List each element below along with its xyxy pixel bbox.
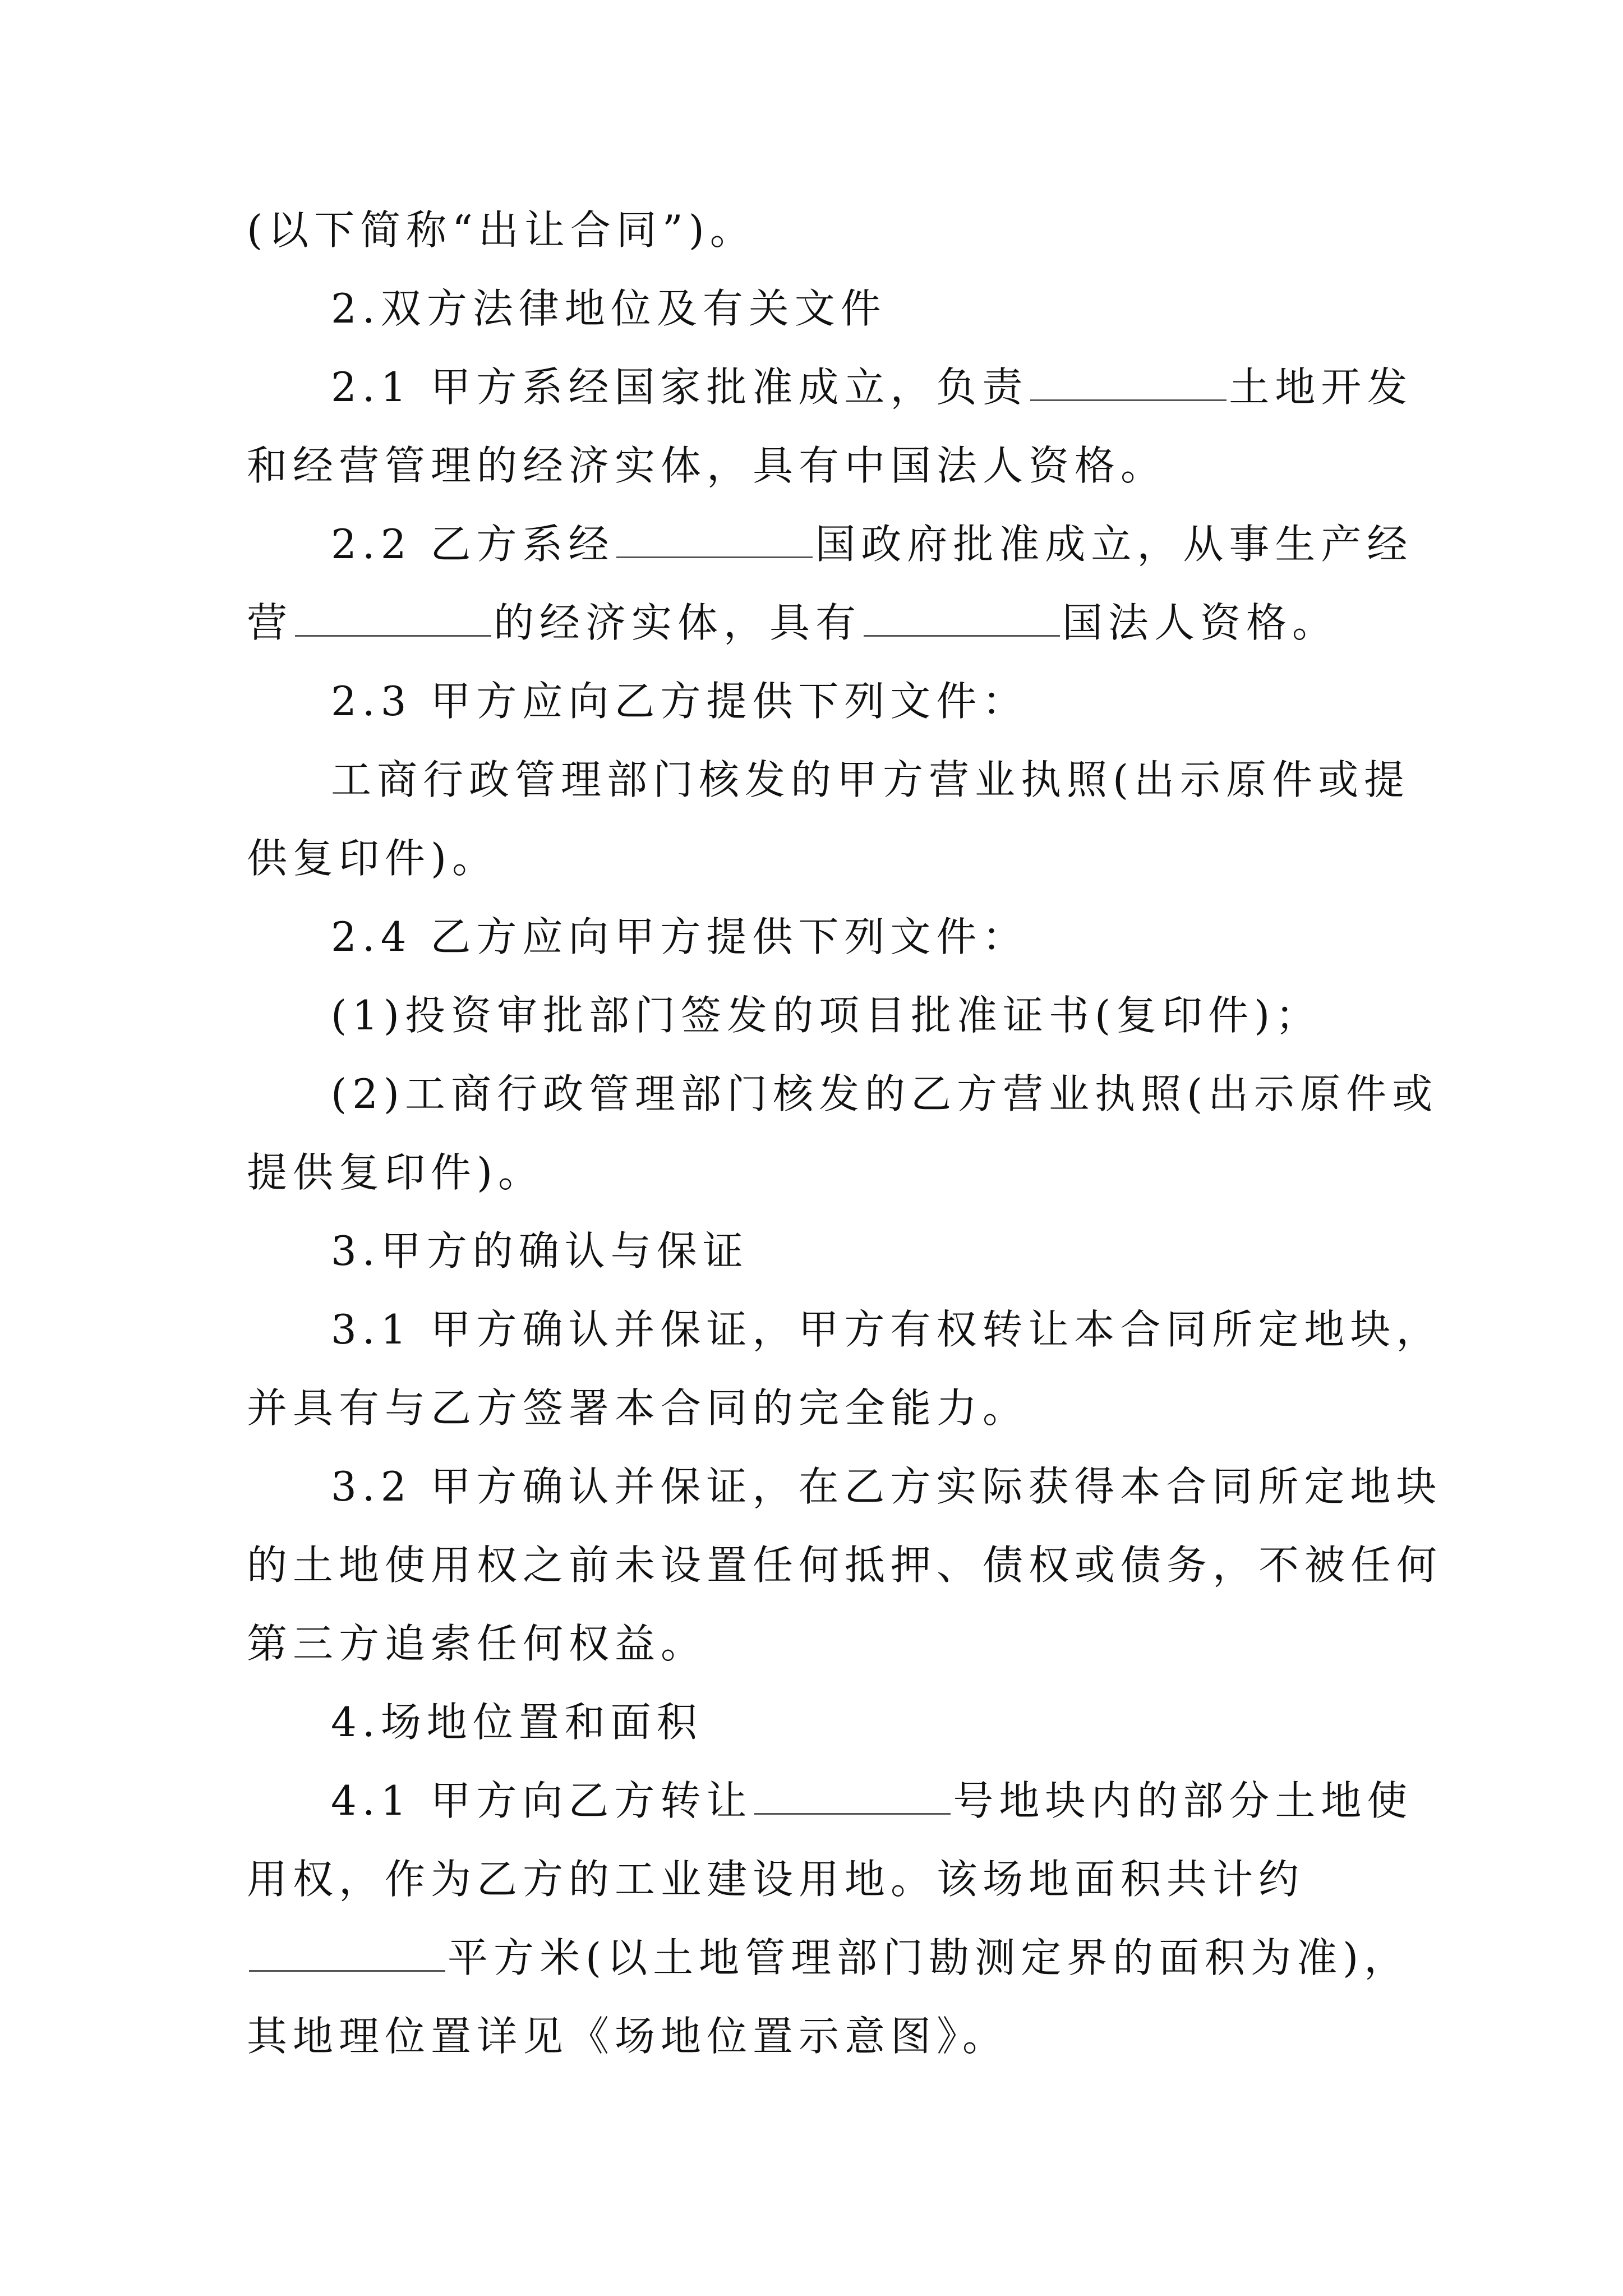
paragraph-line [247, 1930, 1410, 1986]
text-segment: 的经济实体，具有 [494, 599, 862, 646]
paragraph-line [331, 909, 1391, 965]
text-segment: 4.场地位置和面积 [331, 1699, 703, 1746]
text-segment: 2.2 乙方系经 [331, 521, 615, 568]
paragraph-line [247, 1537, 1443, 1593]
text-segment: 第三方追索任何权益。 [247, 1620, 707, 1667]
text-segment: 2.4 乙方应向甲方提供下列文件： [331, 913, 1029, 960]
text-segment: 用权，作为乙方的工业建设用地。该场地面积共计约 [247, 1856, 1305, 1903]
paragraph-line [331, 359, 1413, 415]
paragraph-line [247, 595, 1391, 651]
paragraph-line [331, 752, 1410, 808]
text-segment: 营 [247, 599, 293, 646]
text-segment: 2.双方法律地位及有关文件 [331, 285, 887, 332]
paragraph-line [247, 202, 1391, 258]
paragraph-line [331, 1301, 1442, 1358]
text-segment: 平方米(以土地管理部门勘测定界的面积为准)， [448, 1934, 1410, 1981]
text-segment: 3.2 甲方确认并保证，在乙方实际获得本合同所定地块 [331, 1463, 1442, 1510]
blank-field [864, 596, 1060, 637]
paragraph-line [331, 1458, 1442, 1515]
text-segment: 工商行政管理部门核发的甲方营业执照(出示原件或提 [331, 756, 1410, 803]
section-heading [331, 1223, 1391, 1279]
text-segment: 其地理位置详见《场地位置示意图》。 [247, 2013, 1009, 2060]
text-segment: 并具有与乙方签署本合同的完全能力。 [247, 1384, 1029, 1432]
paragraph-line [247, 830, 1391, 886]
text-segment: 3.甲方的确认与保证 [331, 1227, 749, 1274]
paragraph-line [331, 987, 1391, 1043]
paragraph-line [247, 1616, 1391, 1672]
text-segment: (以下简称“出让合同”)。 [247, 206, 756, 254]
blank-field [249, 1931, 445, 1972]
paragraph-line [247, 438, 1391, 494]
blank-field [616, 517, 813, 558]
paragraph-line [247, 1380, 1391, 1436]
paragraph-line [331, 673, 1391, 729]
text-segment: 国法人资格。 [1062, 599, 1339, 646]
text-segment: 的土地使用权之前未设置任何抵押、债权或债务，不被任何 [247, 1542, 1443, 1589]
text-segment: 4.1 甲方向乙方转让 [331, 1777, 753, 1824]
text-segment: 号地块内的部分土地使 [953, 1777, 1413, 1824]
paragraph-line [247, 1144, 1391, 1200]
blank-field [1030, 360, 1227, 401]
paragraph-line [331, 1066, 1438, 1122]
text-segment: 土地开发 [1229, 364, 1413, 411]
text-segment: 提供复印件)。 [247, 1149, 545, 1196]
text-segment: (1)投资审批部门签发的项目批准证书(复印件)； [331, 992, 1322, 1039]
paragraph-line [331, 516, 1413, 572]
section-heading [331, 280, 1391, 337]
paragraph-line [247, 2008, 1391, 2064]
paragraph-line [247, 1851, 1391, 1907]
text-segment: 供复印件)。 [247, 835, 499, 882]
blank-field [295, 596, 491, 637]
blank-field [754, 1774, 951, 1815]
paragraph-line [331, 1773, 1413, 1829]
text-segment: 3.1 甲方确认并保证，甲方有权转让本合同所定地块， [331, 1306, 1442, 1353]
text-segment: (2)工商行政管理部门核发的乙方营业执照(出示原件或 [331, 1070, 1438, 1117]
text-segment: 2.3 甲方应向乙方提供下列文件： [331, 678, 1029, 725]
text-segment: 和经营管理的经济实体，具有中国法人资格。 [247, 442, 1167, 489]
text-segment: 2.1 甲方系经国家批准成立，负责 [331, 364, 1029, 411]
section-heading [331, 1694, 1391, 1750]
text-segment: 国政府批准成立，从事生产经 [815, 521, 1413, 568]
